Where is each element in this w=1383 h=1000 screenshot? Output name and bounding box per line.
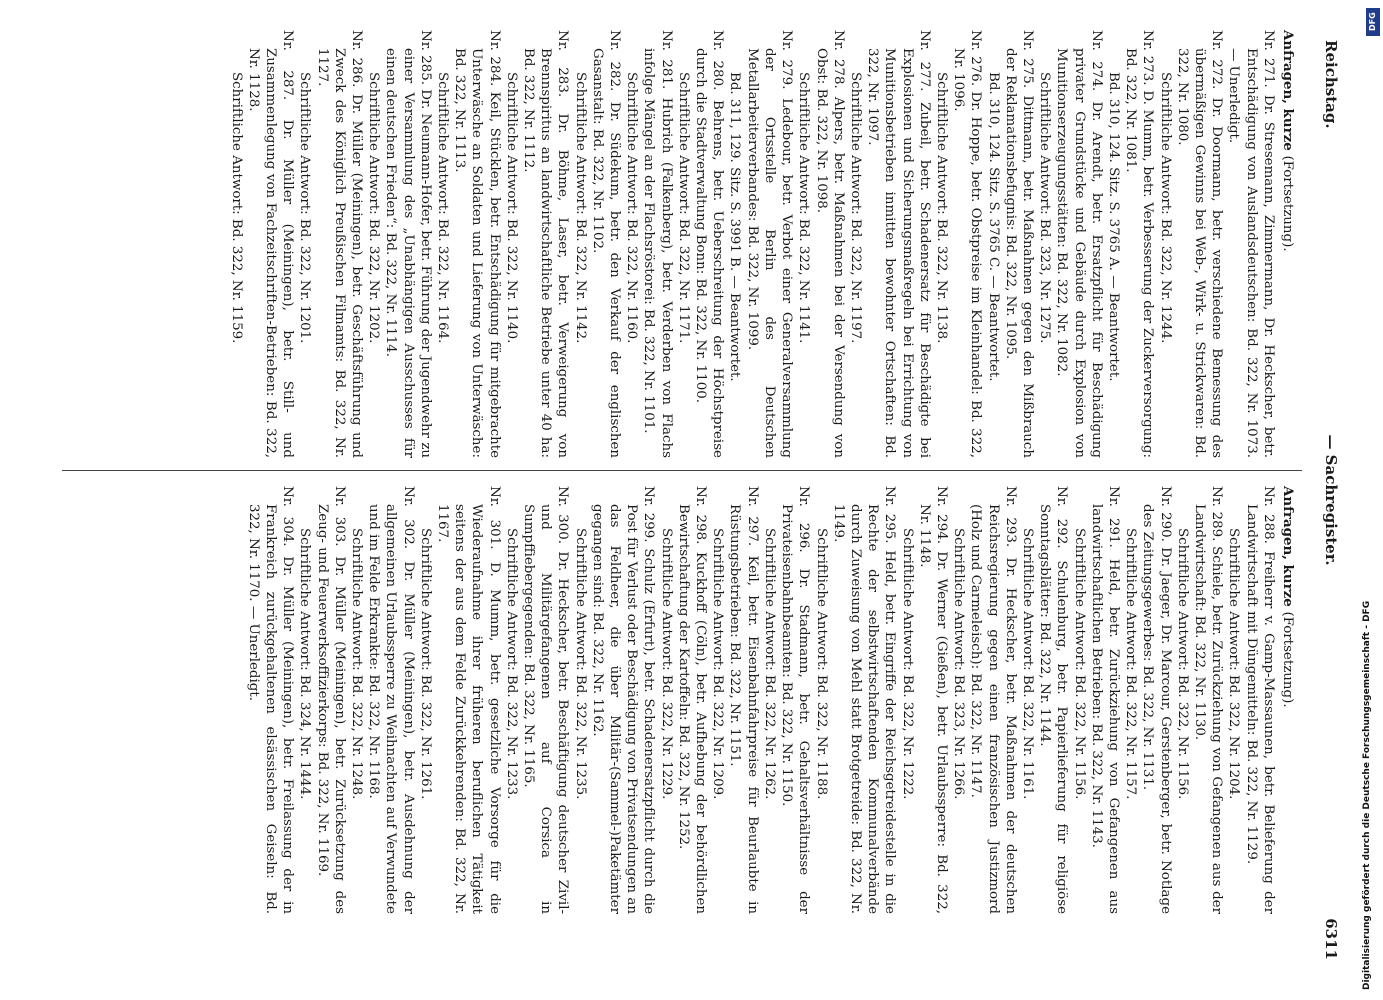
- register-entry: Nr. 289. Schiele, betr. Zurückziehung von Gefangenen aus der Landwirtschaft: Bd. 322, Nr. 1130.: [1191, 486, 1225, 914]
- register-entry: Nr. 301. D. Mumm, betr. gesetzliche Vorsorge für die Wiederaufnahme ihrer früheren beruflichen Tätigkeit seitens der aus dem Felde Zurückkehrenden: Bd. 322, Nr. 1167.: [435, 486, 502, 914]
- entry-answer: Schriftliche Antwort: Bd. 322, Nr. 1197.: [847, 72, 863, 344]
- register-entry: Nr. 294. Dr. Werner (Gießen), betr. Urlaubssperre: Bd. 322, Nr. 1148.: [916, 486, 949, 914]
- register-entry: Nr. 303. Dr. Müller (Meiningen), betr. Zurücksetzung des Zeug- und Feuerwerksoffizierkorps: Bd. 322, Nr. 1169.: [314, 486, 347, 914]
- entry-answer: Schriftliche Antwort: Bd. 322, Nr. 1159.: [228, 72, 244, 344]
- entry-answer: Schriftliche Antwort: Bd. 322, Nr. 1164.: [435, 72, 451, 344]
- register-entry: Nr. 275. Dittmann, betr. Maßnahmen gegen den Mißbrauch der Reklamationsbefugnis: Bd. 322, Nr. 1095.: [1002, 30, 1035, 458]
- entry-answer: Bd. 310, 124. Sitz. S. 3765 A. — Beantwortet.: [1105, 72, 1121, 382]
- entry-answer: Schriftliche Antwort: Bd. 322, Nr. 1244.: [1157, 72, 1173, 344]
- register-entry: Nr. 304. Dr. Müller (Meiningen), betr. Freilassung der in Frankreich zurückgehaltenen elsässischen Geiseln: Bd. 322, Nr. 1170. — Unerledigt.: [245, 486, 296, 914]
- register-entry: Nr. 292. Schulenburg, betr. Papierlieferung für religiöse Sonntagsblätter: Bd. 322, Nr. 1144.: [1037, 486, 1070, 914]
- entry-answer: Schriftliche Antwort: Bd. 322, Nr. 1161.: [1019, 528, 1035, 800]
- entry-answer: Schriftliche Antwort: Bd. 322, Nr. 1156.: [1174, 528, 1190, 800]
- register-entry: Nr. 277. Zubeil, betr. Schadenersatz für Beschädigte bei Explosionen und Sicherungsmaßregeln bei Errichtung von Munitionsbetrieben inmitten bewohnter Ortschaften: Bd. 322, Nr. 1097.: [865, 30, 932, 458]
- column-right: [245, 486, 1296, 914]
- rotated-register-page: [42, 30, 1362, 970]
- register-entry: Nr. 299. Schulz (Erfurt), betr. Schadenersatzpflicht durch die Post für Verlust oder Beschädigung von Privatsendungen an das Feldheer, die über Militär-(Sammel-)Paketämter gegangen sind: Bd. 322, Nr. 1162.: [589, 486, 657, 914]
- register-entry: Nr. 279. Ledebour, betr. Verbot einer Generalversammlung der Ortsstelle Berlin des Deutschen Metallarbeiterverbandes: Bd. 322, Nr. 1099.: [744, 30, 795, 458]
- register-entry: Nr. 282. Dr. Südekum, betr. den Verkauf der englischen Gasanstalt: Bd. 322, Nr. 1102.: [589, 30, 623, 458]
- page-header: [1316, 30, 1362, 970]
- entry-answer: Schriftliche Antwort: Bd. 322, Nr. 1229.: [658, 528, 674, 800]
- register-entry: Nr. 286. Dr. Müller (Meiningen), betr. Geschäftsführung und Zweck des Königlich Preußischen Filmamts: Bd. 322, Nr. 1127.: [314, 30, 365, 458]
- register-entry: Nr. 283. Dr. Böhme, Laser, betr. Verweigerung von Brennspiritus an landwirtschaftliche Betriebe unter 40 ha: Bd. 322, Nr. 1112.: [521, 30, 571, 458]
- register-entry: Nr. 300. Dr. Heckscher, betr. Beschäftigung deutscher Zivil- und Militärgefangenen auf Corsica in Sumpffiebergegenden: Bd. 322, Nr. 1165.: [521, 486, 571, 914]
- register-entry: Nr. 290. Dr. Jaeger, Dr. Marcour, Gerstenberger, betr. Notlage des Zeitungsgewerbes: Bd. 322, Nr. 1131.: [1140, 486, 1173, 914]
- entry-answer: Schriftliche Antwort: Bd. 322, Nr. 1171.: [675, 72, 691, 344]
- section-continuation: (Fortsetzung).: [1280, 155, 1295, 252]
- register-entry: Nr. 271. Dr. Stresemann, Zimmermann, Dr. Heckscher, betr. Entschädigung von Auslandsdeutschen: Bd. 322, Nr. 1073. — Unerledigt.: [1226, 30, 1276, 458]
- entry-answer: Schriftliche Antwort: Bd. 322, Nr. 1235.: [572, 528, 588, 800]
- header-left: Reichstag.: [1322, 40, 1340, 129]
- register-entry: Nr. 291. Held, betr. Zurückziehung von Gefangenen aus landwirtschaftlichen Betrieben: Bd. 322, Nr. 1143.: [1088, 486, 1121, 914]
- entry-answer: Schriftliche Antwort: Bd. 322, Nr. 1188.: [813, 528, 829, 800]
- entry-answer: Schriftliche Antwort: Bd. 322, Nr. 1209.: [710, 528, 726, 800]
- entry-answer: Schriftliche Antwort: Bd. 322, Nr. 1233.: [503, 528, 519, 800]
- entry-answer: Schriftliche Antwort: Bd. 323, Nr. 1275.: [1037, 72, 1053, 344]
- entry-answer: Schriftliche Antwort: Bd. 322, Nr. 1157.: [1123, 528, 1139, 800]
- entry-answer: Schriftliche Antwort: Bd. 322, Nr. 1160.: [624, 72, 640, 344]
- register-entry: Nr. 297. Keil, betr. Eisenbahnfahrpreise für Beurlaubte in Rüstungsbetrieben: Bd. 322, Nr. 1151.: [727, 486, 760, 914]
- dfg-logo: [1366, 8, 1380, 36]
- section-heading-text: Anfragen, kurze: [1280, 30, 1296, 151]
- digitization-credit: [1362, 40, 1378, 990]
- section-continuation: (Fortsetzung).: [1280, 611, 1295, 708]
- entry-answer: Bd. 311, 129. Sitz. S. 3991 B. — Beantwortet.: [727, 72, 743, 382]
- credit-text: Digitalisierung gefördert durch die Deutsche Forschungsgemeinschaft - DFG: [1362, 600, 1372, 990]
- register-entry: Nr. 274. Dr. Arendt, betr. Ersatzpflicht für Beschädigung privater Grundstücke und Gebäude durch Explosion von Munitionserzeugungsstätten: Bd. 322, Nr. 1082.: [1054, 30, 1104, 458]
- entry-answer: Schriftliche Antwort: Bd. 322, Nr. 1204.: [1226, 528, 1242, 800]
- section-heading: [1279, 486, 1296, 914]
- entry-answer: Schriftliche Antwort: Bd. 322, Nr. 1202.: [366, 72, 382, 344]
- page-number: 6311: [1322, 918, 1340, 960]
- entry-answer: Schriftliche Antwort: Bd. 322, Nr. 1248.: [349, 528, 365, 800]
- entry-answer: Schriftliche Antwort: Bd. 322, Nr. 1138.: [933, 72, 949, 344]
- entry-answer: Schriftliche Antwort: Bd. 322, Nr. 1222.: [899, 528, 915, 800]
- entry-answer: Schriftliche Antwort: Bd. 322, Nr. 1141.: [796, 72, 812, 344]
- register-entry: Nr. 278. Alpers, betr. Maßnahmen bei der Versendung von Obst: Bd. 322, Nr. 1098.: [813, 30, 846, 458]
- register-entry: Nr. 276. Dr. Hoppe, betr. Obstpreise im Kleinhandel: Bd. 322, Nr. 1096.: [951, 30, 984, 458]
- entry-answer: Schriftliche Antwort: Bd. 322, Nr. 1140.: [503, 72, 519, 344]
- section-heading: [1279, 30, 1296, 458]
- register-entry: Nr. 295. Held, betr. Eingriffe der Reichsgetreidestelle in die Rechte der selbstwirtschaftenden Kommunalverbände durch Zuweisung von Mehl statt Brotgetreide: Bd. 322, Nr. 1149.: [830, 486, 898, 914]
- register-entry: Nr. 272. Dr. Doormann, betr. verschiedene Bemessung des übermäßigen Gewinns bei Web-, Wirk- u. Strickwaren: Bd. 322, Nr. 1080.: [1174, 30, 1225, 458]
- entry-answer: Schriftliche Antwort: Bd. 323, Nr. 1266.: [951, 528, 967, 800]
- header-title: — Sachregister.: [1322, 434, 1340, 566]
- section-heading-text: Anfragen, kurze: [1280, 486, 1296, 607]
- register-entry: Nr. 285. Dr. Neumann-Hofer, betr. Führung der Jugendwehr zu einer Versammlung des „Unabhängigen Ausschusses für einen deutschen Frieden“: Bd. 322, Nr. 1114.: [383, 30, 433, 458]
- register-entry: Nr. 287. Dr. Müller (Meiningen), betr. Still- und Zusammenlegung von Fachzeitschriften-Betrieben: Bd. 322, Nr. 1128.: [245, 30, 296, 458]
- register-entry: Nr. 281. Hubrich (Falkenberg), betr. Verderben von Flachs infolge Mängel an der Flachsröstorei: Bd. 322, Nr. 1101.: [641, 30, 674, 458]
- entry-answer: Schriftliche Antwort: Bd. 322, Nr. 1201.: [297, 72, 313, 344]
- entry-answer: Schriftliche Antwort: Bd. 322, Nr. 1142.: [572, 72, 588, 344]
- column-left: [227, 30, 1296, 458]
- entry-answer: Bd. 310, 124. Sitz. S. 3765 C. — Beantwortet.: [985, 72, 1001, 382]
- entry-answer: Schriftliche Antwort: Bd. 322, Nr. 1262.: [761, 528, 777, 800]
- register-entry: Nr. 302. Dr. Müller (Meiningen), betr. Ausdehnung der allgemeinen Urlaubssperre zu Weihnachten auf Verwundete und im Felde Erkrankte: Bd. 322, Nr. 1168.: [366, 486, 416, 914]
- register-entry: Nr. 284. Keil, Stücklen, betr. Entschädigung für mitgebrachte Unterwäsche an Soldaten und Lieferung von Unterwäsche: Bd. 322, Nr. 1113.: [452, 30, 502, 458]
- register-entry: Nr. 273. D. Mumm, betr. Verbesserung der Zuckerversorgung: Bd. 322, Nr. 1081.: [1123, 30, 1156, 458]
- column-divider: [62, 470, 1302, 471]
- entry-answer: Schriftliche Antwort: Bd. 322, Nr. 1156.: [1071, 528, 1087, 800]
- entry-answer: Schriftliche Antwort: Bd. 324, Nr. 1444.: [297, 528, 313, 800]
- register-entry: Nr. 298. Kuckhoff (Cöln), betr. Aufhebung der behördlichen Bewirtschaftung der Kartoffeln: Bd. 322, Nr. 1252.: [675, 486, 709, 914]
- entry-answer: Schriftliche Antwort: Bd. 322, Nr. 1261.: [417, 528, 433, 800]
- register-entry: Nr. 293. Dr. Heckscher, betr. Maßnahmen der deutschen Reichsregierung gegen einen französischen Justizmord (Holz und Carmeleisch): Bd. 322, Nr. 1147.: [968, 486, 1018, 914]
- register-entry: Nr. 280. Behrens, betr. Ueberschreitung der Höchstpreise durch die Stadtverwaltung Bonn: Bd. 322, Nr. 1100.: [693, 30, 726, 458]
- dfg-logo-text: DFG: [1368, 12, 1377, 32]
- register-entry: Nr. 296. Dr. Stadmann, betr. Gehaltsverhältnisse der Privateisenbahnbeamten: Bd. 322, Nr. 1150.: [779, 486, 812, 914]
- register-entry: Nr. 288. Freiherr v. Gamp-Massaunen, betr. Belieferung der Landwirtschaft mit Düngemitteln: Bd. 322, Nr. 1129.: [1243, 486, 1276, 914]
